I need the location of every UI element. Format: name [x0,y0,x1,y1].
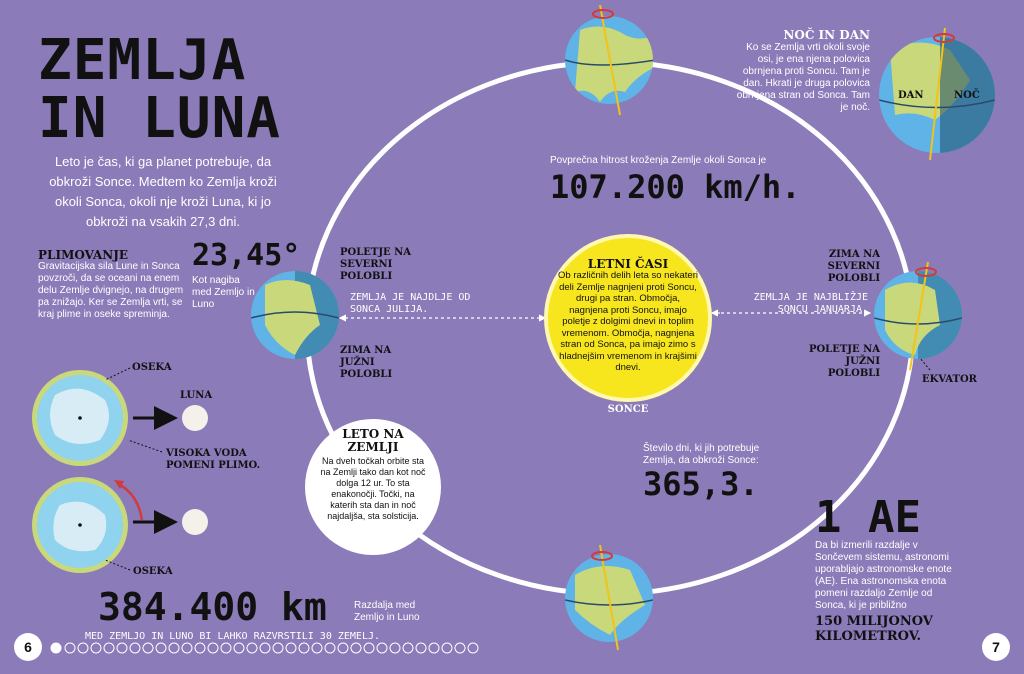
page-title: ZEMLJA IN LUNA [38,28,282,151]
earth-dots-row [51,643,478,653]
intro-text: Leto je čas, ki ga planet potrebuje, da obkroži Sonce. Medtem ko Zemlja kroži okoli Sonca, okoli nje kroži Luna, ki jo obkroži na vsakih 27,3 dni. [49,154,277,229]
closest-label: ZEMLJA JE NAJBLIŽJE SONCU JANUARJA. [753,292,868,315]
day-label: DAN [898,90,924,101]
moon-distance-caption: Razdalja med Zemljo in Luno [354,600,420,623]
moon-circle-top [182,405,208,431]
earth-globe-bottom [565,545,653,650]
au-text: Da bi izmerili razdalje v Sončevem sistemu, astronomi uporabljajo astronomske enote (AE). Ena astronomska enota pomeni razdaljo Zemlje od Sonca, ki je približno [815,540,952,611]
summer-north-label: POLETJE NA SEVERNI POLOBLI [340,247,412,282]
oseka-label-top: OSEKA [132,362,172,373]
summer-south-label: POLETJE NA JUŽNI POLOBLI [808,344,880,379]
equator-label: EKVATOR [922,374,977,385]
days-caption: Število dni, ki jih potrebuje Zemlja, da obkroži Sonce: [643,443,760,466]
au-highlight: 150 MILIJONOV KILOMETROV. [815,614,933,644]
speed-value: 107.200 km/h. [550,168,801,206]
night-day-text: Ko se Zemlja vrti okoli svoje osi, je ena njena polovica obrnjena proti Soncu. Tam je dan. Hkrati je druga polovica obrnjena stran od Sonca. Tam je noč. [736,42,870,113]
earth-globe-left [251,271,339,359]
au-value: 1 AE [815,492,921,543]
earth-globe-top [565,5,655,115]
night-day-heading: NOČ IN DAN [783,28,870,42]
sun-heading: LETNI ČASI [587,257,669,271]
tide-globe-bottom [32,477,128,573]
footer-text: MED ZEMLJO IN LUNO BI LAHKO RAZVRSTILI 30 ZEMELJ. [85,631,381,642]
tilt-value: 23,45° [192,238,301,273]
tide-globe-top [32,370,128,466]
sun-text: Ob različnih delih leta so nekateri deli Zemlje nagnjeni proti Soncu, drugi pa stran. Območja, nagnjena proti Soncu, imajo poletje z dolgimi dnevi in toplim vremenom. Območja, nagnjena stran od Sonca, pa imajo zimo s hladnejšim vremenom in krajšimi dnevi. [558,270,698,373]
winter-north-label: ZIMA NA SEVERNI POLOBLI [827,249,880,284]
high-water-label: VISOKA VODA POMENI PLIMO. [166,448,261,471]
moon-circle-bottom [182,509,208,535]
oseka-label-bottom: OSEKA [133,566,173,577]
page-number-left: 6 [14,633,42,661]
year-heading: LETO NA ZEMLJI [342,427,404,454]
night-label: NOČ [954,90,980,101]
tides-text: Gravitacijska sila Lune in Sonca povzroči, da se oceani na enem delu Zemlje dvignejo, na drugem pa znižajo. Ker se Zemlja vrti, se kraj plime in oseke spreminja. [38,261,184,320]
page-number-right: 7 [982,633,1010,661]
speed-caption: Povprečna hitrost kroženja Zemlje okoli Sonca je [550,155,767,166]
earth-globe-right [874,262,962,370]
farthest-label: ZEMLJA JE NAJDLJE OD SONCA JULIJA. [350,292,471,315]
year-text: Na dveh točkah orbite sta na Zemlji tako dan kot noč dolga 12 ur. To sta enakonočji. Točki, na katerih sta dan in noč najdaljša, sta solsticija. [320,456,426,521]
luna-label: LUNA [180,390,213,401]
tides-heading: PLIMOVANJE [38,248,129,262]
sun-label: SONCE [607,404,649,415]
days-value: 365,3. [643,465,759,503]
tilt-caption: Kot nagiba med Zemljo in Luno [192,275,255,310]
winter-south-label: ZIMA NA JUŽNI POLOBLI [340,345,393,380]
moon-distance-value: 384.400 km [98,585,327,629]
